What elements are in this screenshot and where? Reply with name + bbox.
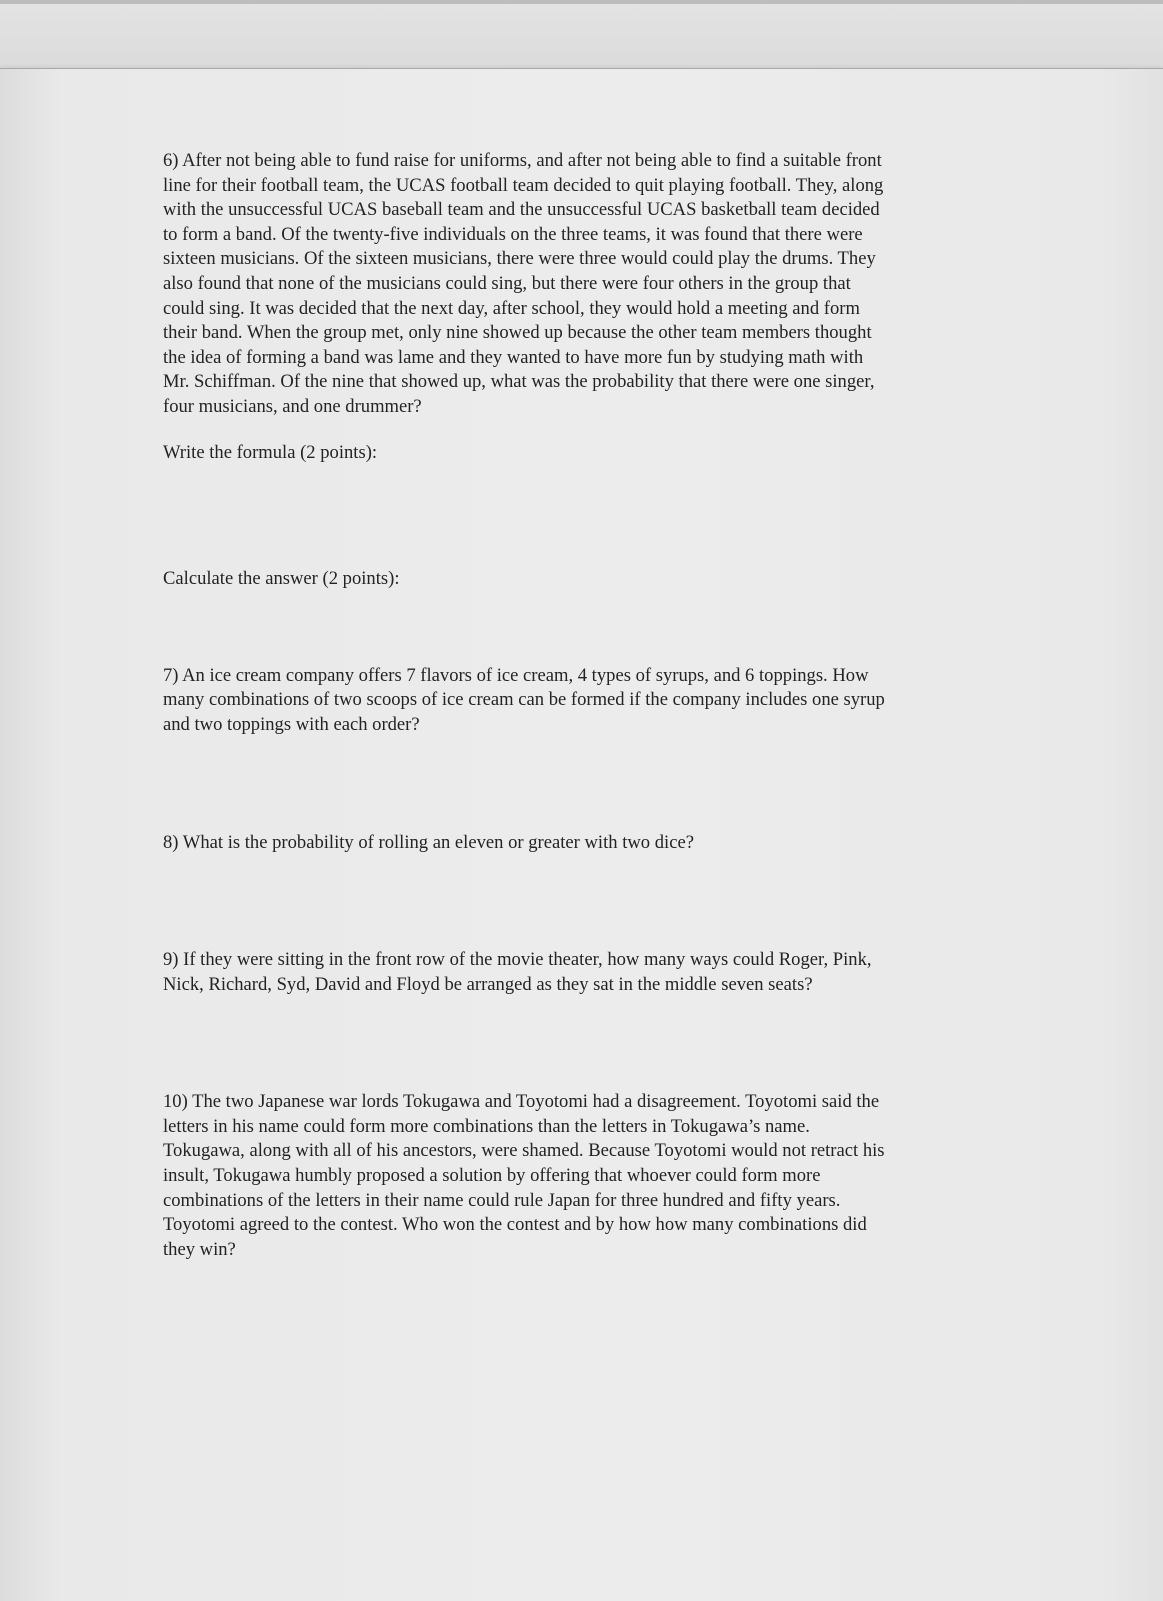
question-6-answer-prompt: Calculate the answer (2 points): — [163, 568, 400, 590]
worksheet-content — [163, 149, 1003, 1262]
question-10: 10) The two Japanese war lords Tokugawa and Toyotomi had a disagreement. Toyotomi said the letters in his name could form more combinations than the letters in Tokugawa’s name. Tokugawa, along with all of his ancestors, were shamed. Because Toyotomi would not retract his insult, Tokugawa humbly proposed a solution by offering that whoever could form more combinations of the letters in their name could rule Japan for three hundred and fifty years. Toyotomi agreed to the contest. Who won the contest and by how how many combinations did they win? — [163, 1091, 885, 1260]
question-9: 9) If they were sitting in the front row of the movie theater, how many ways could Roger, Pink, Nick, Richard, Syd, David and Floyd be arranged as they sat in the middle seven seats? — [163, 949, 872, 995]
question-7: 7) An ice cream company offers 7 flavors of ice cream, 4 types of syrups, and 6 toppings. How many combinations of two scoops of ice cream can be formed if the company includes one syrup and two toppings with each order? — [163, 664, 885, 735]
question-6-formula-prompt: Write the formula (2 points): — [163, 441, 378, 463]
scan-top-edge — [0, 0, 1163, 4]
question-8: 8) What is the probability of rolling an eleven or greater with two dice? — [163, 831, 694, 853]
question-6: 6) After not being able to fund raise for uniforms, and after not being able to find a suitable front line for their football team, the UCAS football team decided to quit playing football. They, along with the unsuccessful UCAS baseball team and the unsuccessful UCAS basketball team decided to form a band. Of the twenty-five individuals on the three teams, it was found that there were sixteen musicians. Of the sixteen musicians, there were three would could play the drums. They also found that none of the musicians could sing, but there were four others in the group that could sing. It was decided that the next day, after school, they would hold a meeting and form their band. When the group met, only nine showed up because the other team members thought the idea of forming a band was lame and they wanted to have more fun by studying math with Mr. Schiffman. Of the nine that showed up, what was the probability that there were one singer, four musicians, and one drummer? — [163, 150, 884, 417]
